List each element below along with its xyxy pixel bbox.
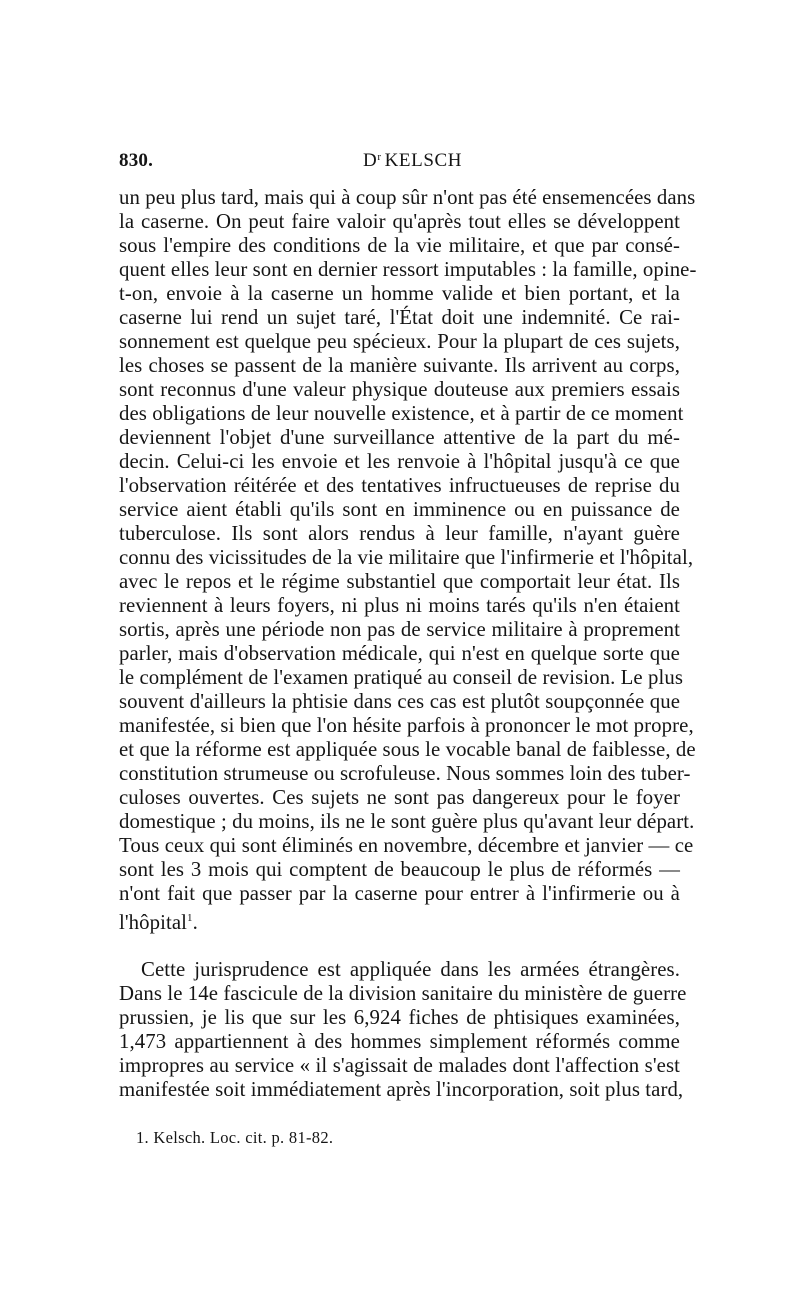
text-line: culoses ouvertes. Ces sujets ne sont pas dangereux pour le foyer [119,786,680,809]
text-line: les choses se passent de la manière suivante. Ils arrivent au corps, [119,354,680,377]
text-line: des obligations de leur nouvelle existence, et à partir de ce moment [119,402,684,425]
text-line: parler, mais d'observation médicale, qui n'est en quelque sorte que [119,642,680,665]
text-line: decin. Celui-ci les envoie et les renvoie à l'hôpital jusqu'à ce que [119,450,680,473]
text-line: sortis, après une période non pas de service militaire à proprement [119,618,680,641]
text-line: connu des vicissitudes de la vie militaire que l'infirmerie et l'hôpital, [119,546,694,569]
text-line: tuberculose. Ils sont alors rendus à leur famille, n'ayant guère [119,522,680,545]
text-line: service aient établi qu'ils sont en imminence ou en puissance de [119,498,680,521]
text-line: un peu plus tard, mais qui à coup sûr n'ont pas été ensemencées dans [119,186,696,209]
text-line: domestique ; du moins, ils ne le sont guère plus qu'avant leur départ. [119,810,695,833]
text-line: sont reconnus d'une valeur physique douteuse aux premiers essais [119,378,680,401]
text-line: constitution strumeuse ou scrofuleuse. Nous sommes loin des tuber- [119,762,691,785]
page-number: 830. [119,150,154,171]
text-line: Cette jurisprudence est appliquée dans les armées étrangères. [141,958,680,981]
text-line: t-on, envoie à la caserne un homme valide et bien portant, et la [119,282,680,305]
text-line: caserne lui rend un sujet taré, l'État doit une indemnité. Ce rai- [119,306,680,329]
footnote: 1. Kelsch. Loc. cit. p. 81-82. [136,1128,334,1147]
text-line: sous l'empire des conditions de la vie militaire, et que par consé- [119,234,680,257]
text-line: deviennent l'objet d'une surveillance attentive de la part du mé- [119,426,680,449]
text-line: Dans le 14e fascicule de la division sanitaire du ministère de guerre [119,982,687,1005]
text-line: manifestée soit immédiatement après l'incorporation, soit plus tard, [119,1078,684,1101]
text-line: avec le repos et le régime substantiel que comportait leur état. Ils [119,570,680,593]
text-line: 1,473 appartiennent à des hommes simplement réformés comme [119,1030,680,1053]
text-line: Tous ceux qui sont éliminés en novembre, décembre et janvier — ce [119,834,694,857]
footnote-marker: 1 [187,912,193,924]
text-line: l'hôpital [119,910,188,934]
author-title-superscript: r [377,151,382,163]
sentence-end: . [192,910,198,934]
text-line: sont les 3 mois qui comptent de beaucoup le plus de réformés — [119,858,680,881]
text-line: quent elles leur sont en dernier ressort imputables : la famille, opine- [119,258,697,281]
text-line: manifestée, si bien que l'on hésite parfois à prononcer le mot propre, [119,714,694,737]
author-name: KELSCH [384,150,463,171]
text-line: n'ont fait que passer par la caserne pour entrer à l'infirmerie ou à [119,882,680,905]
text-line: le complément de l'examen pratiqué au conseil de revision. Le plus [119,666,684,689]
text-line: sonnement est quelque peu spécieux. Pour la plupart de ces sujets, [119,330,680,353]
text-line: et que la réforme est appliquée sous le vocable banal de faiblesse, de [119,738,696,761]
text-line: l'observation réitérée et des tentatives infructueuses de reprise du [119,474,680,497]
text-line: la caserne. On peut faire valoir qu'après tout elles se développent [119,210,680,233]
text-line: souvent d'ailleurs la phtisie dans ces cas est plutôt soupçonnée que [119,690,680,713]
text-line: reviennent à leurs foyers, ni plus ni moins tarés qu'ils n'en étaient [119,594,680,617]
author-prefix: D [363,150,378,171]
text-line: impropres au service « il s'agissait de malades dont l'affection s'est [119,1054,680,1077]
paragraph-last-line [119,905,198,934]
text-line: prussien, je lis que sur les 6,924 fiches de phtisiques examinées, [119,1006,680,1029]
